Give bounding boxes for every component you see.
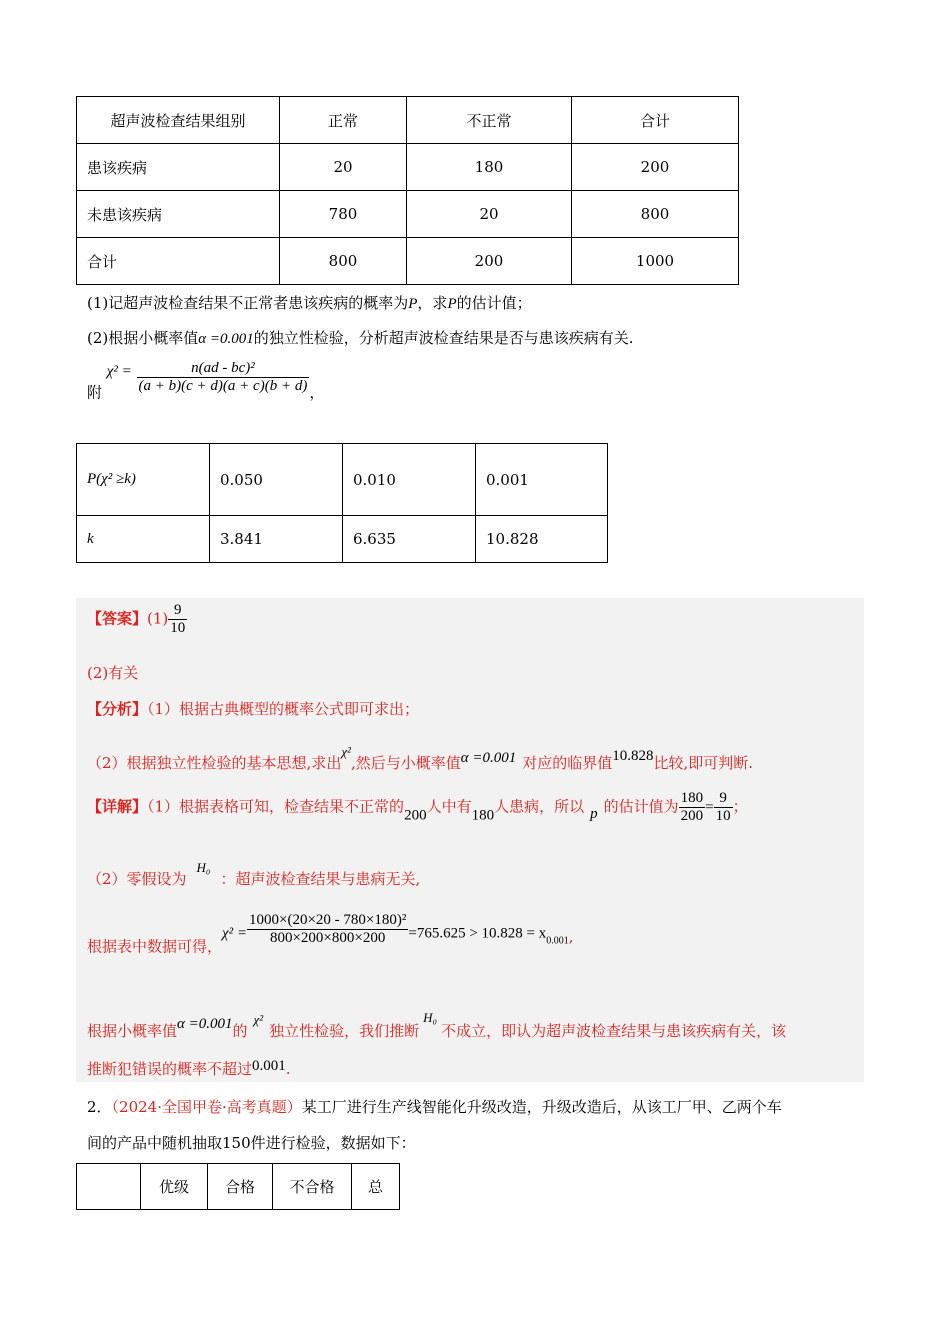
- table-cell: 3.841: [210, 516, 343, 563]
- table-cell: 0.001: [476, 444, 608, 516]
- table-row: [77, 444, 608, 516]
- table-cell: 10.828: [476, 516, 608, 563]
- critical-value-table: [76, 443, 608, 563]
- question-2: (2)根据小概率值α =0.001的独立性检验，分析超声波检查结果是否与患该疾病有关.: [87, 329, 634, 347]
- table-row: [77, 238, 739, 285]
- question-1: (1)记超声波检查结果不正常者患该疾病的概率为P，求P的估计值；: [87, 294, 532, 312]
- table-cell: 800: [280, 238, 407, 285]
- table-header-cell: 不合格: [273, 1164, 352, 1210]
- table-header-cell: 合格: [208, 1164, 273, 1210]
- table-cell: 20: [407, 191, 572, 238]
- table-header-cell: [77, 1164, 141, 1210]
- table-row: [77, 191, 739, 238]
- table-cell: 0.050: [210, 444, 343, 516]
- table-row: [77, 1164, 400, 1210]
- table-cell: 20: [280, 144, 407, 191]
- table-cell: 0.010: [343, 444, 476, 516]
- table-header-cell: 总: [352, 1164, 400, 1210]
- table-header-cell: 合计: [572, 97, 739, 144]
- detail-line-5: 推断犯错误的概率不超过0.001.: [87, 1058, 291, 1078]
- chi-square-formula: 附 χ² = $\frac{\text{n(ad - bc)²}}{(a + b)(c + d)(a + c)(b + d)}$ ，: [87, 360, 325, 402]
- quality-table: [76, 1163, 400, 1210]
- ultrasound-table: [76, 96, 739, 285]
- table-cell: 患该疾病: [77, 144, 280, 191]
- table-cell: 200: [572, 144, 739, 191]
- table-header-cell: 超声波检查结果组别: [77, 97, 280, 144]
- table-cell: 780: [280, 191, 407, 238]
- detail-line-1: 【详解】（1）根据表格可知，检查结果不正常的200人中有180人患病，所以 p 的估计值为 $\frac{180}{200}$ = $\frac{9}{10}$ ；: [87, 790, 748, 824]
- table-header-cell: 优级: [141, 1164, 208, 1210]
- table-row: [77, 144, 739, 191]
- question-2-text: 间的产品中随机抽取150件进行检验，数据如下：: [87, 1134, 416, 1152]
- analysis-line-2: （2）根据独立性检验的基本思想,求出χ²,然后与小概率值α =0.001 对应的临界值10.828比较,即可判断.: [87, 744, 754, 772]
- detail-line-4: 根据小概率值α =0.001的χ²独立性检验，我们推断H₀不成立，即认为超声波检查结果与患该疾病有关，该: [87, 1010, 787, 1040]
- detail-line-2: （2）零假设为H₀：超声波检查结果与患病无关,: [87, 860, 421, 888]
- question-2-header: 2．（2024·全国甲卷·高考真题）某工厂进行生产线智能化升级改造，升级改造后，从该工厂甲、乙两个车: [87, 1098, 782, 1116]
- table-cell: 800: [572, 191, 739, 238]
- table-cell: 合计: [77, 238, 280, 285]
- answer-line-1: 【答案】(1) $\frac{9}{10}$: [87, 602, 186, 636]
- table-row: [77, 516, 608, 563]
- table-row: [77, 97, 739, 144]
- table-cell: 6.635: [343, 516, 476, 563]
- table-header-cell: 不正常: [407, 97, 572, 144]
- analysis-line-1: 【分析】（1）根据古典概型的概率公式即可求出；: [87, 700, 420, 718]
- table-cell: 180: [407, 144, 572, 191]
- table-cell: k: [77, 516, 210, 563]
- table-cell: 1000: [572, 238, 739, 285]
- detail-line-3: 根据表中数据可得，χ² = $\frac{\text{1000×(20×20 - 780×180)²}}{800\times 200\times 800\times 200}$ $=765.625 > 10.828 = x_{0.001}$,: [87, 912, 574, 956]
- answer-line-2: (2)有关: [87, 664, 139, 682]
- table-cell: P(χ² ≥k): [77, 444, 210, 516]
- table-cell: 200: [407, 238, 572, 285]
- table-cell: 未患该疾病: [77, 191, 280, 238]
- table-header-cell: 正常: [280, 97, 407, 144]
